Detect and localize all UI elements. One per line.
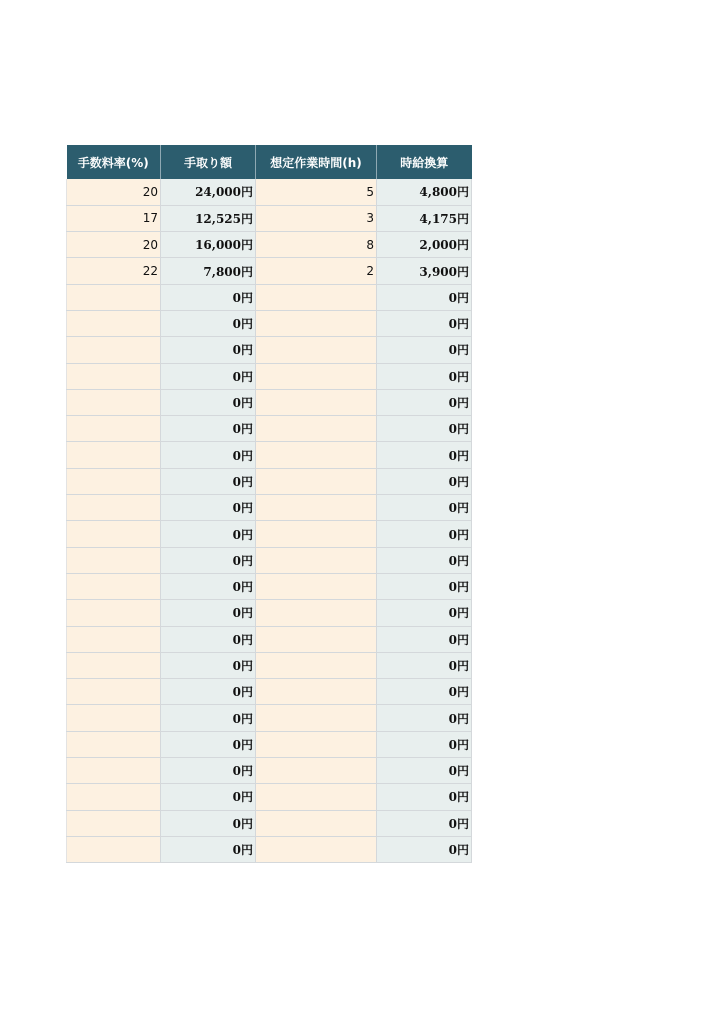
table-row: [67, 810, 472, 836]
take-home-cell[interactable]: 0円: [161, 521, 256, 547]
estimated-hours-cell[interactable]: [256, 521, 377, 547]
hourly-wage-cell[interactable]: 0円: [377, 442, 472, 468]
fee-rate-cell[interactable]: 20: [67, 179, 161, 205]
hourly-wage-cell[interactable]: 0円: [377, 836, 472, 862]
hourly-wage-cell[interactable]: 0円: [377, 679, 472, 705]
estimated-hours-cell[interactable]: [256, 652, 377, 678]
take-home-cell[interactable]: 0円: [161, 784, 256, 810]
hourly-wage-cell[interactable]: 2,000円: [377, 232, 472, 258]
fee-rate-cell[interactable]: [67, 389, 161, 415]
fee-rate-cell[interactable]: [67, 442, 161, 468]
estimated-hours-cell[interactable]: 2: [256, 258, 377, 284]
table-row: [67, 179, 472, 205]
fee-rate-cell[interactable]: [67, 784, 161, 810]
fee-rate-cell[interactable]: [67, 310, 161, 336]
table-row: [67, 310, 472, 336]
fee-rate-cell[interactable]: [67, 810, 161, 836]
table-row: [67, 679, 472, 705]
fee-rate-cell[interactable]: [67, 600, 161, 626]
hourly-wage-cell[interactable]: 0円: [377, 495, 472, 521]
hourly-wage-cell[interactable]: 0円: [377, 284, 472, 310]
estimated-hours-cell[interactable]: [256, 389, 377, 415]
fee-rate-cell[interactable]: [67, 416, 161, 442]
take-home-cell[interactable]: 0円: [161, 758, 256, 784]
estimated-hours-cell[interactable]: [256, 310, 377, 336]
fee-rate-cell[interactable]: [67, 652, 161, 678]
hourly-wage-cell[interactable]: 0円: [377, 337, 472, 363]
estimated-hours-cell[interactable]: [256, 679, 377, 705]
table-row: [67, 205, 472, 231]
hourly-wage-cell[interactable]: 0円: [377, 784, 472, 810]
estimated-hours-cell[interactable]: [256, 547, 377, 573]
hourly-wage-cell[interactable]: 3,900円: [377, 258, 472, 284]
fee-rate-cell[interactable]: 17: [67, 205, 161, 231]
table-body: [67, 179, 472, 863]
take-home-cell[interactable]: 0円: [161, 626, 256, 652]
take-home-cell[interactable]: 0円: [161, 337, 256, 363]
take-home-cell[interactable]: 0円: [161, 495, 256, 521]
table-row: [67, 547, 472, 573]
fee-rate-cell[interactable]: [67, 468, 161, 494]
hourly-wage-cell[interactable]: 0円: [377, 389, 472, 415]
hourly-wage-cell[interactable]: 0円: [377, 810, 472, 836]
header-take-home: 手取り額: [161, 145, 256, 179]
fee-rate-cell[interactable]: [67, 573, 161, 599]
fee-rate-cell[interactable]: 20: [67, 232, 161, 258]
table-row: [67, 705, 472, 731]
header-hourly-wage: 時給換算: [377, 145, 472, 179]
fee-rate-cell[interactable]: [67, 337, 161, 363]
take-home-cell[interactable]: 0円: [161, 310, 256, 336]
table-row: [67, 258, 472, 284]
fee-rate-cell[interactable]: [67, 679, 161, 705]
take-home-cell[interactable]: 0円: [161, 547, 256, 573]
hourly-wage-cell[interactable]: 0円: [377, 626, 472, 652]
take-home-cell[interactable]: 24,000円: [161, 179, 256, 205]
take-home-cell[interactable]: 0円: [161, 284, 256, 310]
fee-rate-cell[interactable]: [67, 495, 161, 521]
take-home-cell[interactable]: 0円: [161, 731, 256, 757]
table-row: [67, 442, 472, 468]
take-home-cell[interactable]: 0円: [161, 363, 256, 389]
hourly-wage-cell[interactable]: 4,800円: [377, 179, 472, 205]
take-home-cell[interactable]: 12,525円: [161, 205, 256, 231]
hourly-wage-cell[interactable]: 0円: [377, 731, 472, 757]
hourly-wage-cell[interactable]: 0円: [377, 652, 472, 678]
fee-rate-cell[interactable]: 22: [67, 258, 161, 284]
hourly-wage-cell[interactable]: 4,175円: [377, 205, 472, 231]
estimated-hours-cell[interactable]: 8: [256, 232, 377, 258]
hourly-wage-cell[interactable]: 0円: [377, 573, 472, 599]
estimated-hours-cell[interactable]: [256, 573, 377, 599]
table-row: [67, 600, 472, 626]
estimated-hours-cell[interactable]: [256, 810, 377, 836]
fee-rate-cell[interactable]: [67, 836, 161, 862]
estimated-hours-cell[interactable]: 3: [256, 205, 377, 231]
header-estimated-hours: 想定作業時間(h): [256, 145, 377, 179]
table-row: [67, 521, 472, 547]
fee-rate-cell[interactable]: [67, 284, 161, 310]
estimated-hours-cell[interactable]: [256, 284, 377, 310]
take-home-cell[interactable]: 0円: [161, 573, 256, 599]
hourly-wage-cell[interactable]: 0円: [377, 416, 472, 442]
table-row: [67, 232, 472, 258]
take-home-cell[interactable]: 0円: [161, 810, 256, 836]
estimated-hours-cell[interactable]: [256, 363, 377, 389]
table-row: [67, 784, 472, 810]
estimated-hours-cell[interactable]: [256, 337, 377, 363]
table-row: [67, 573, 472, 599]
take-home-cell[interactable]: 0円: [161, 705, 256, 731]
table-row: [67, 389, 472, 415]
take-home-cell[interactable]: 0円: [161, 679, 256, 705]
estimated-hours-cell[interactable]: [256, 784, 377, 810]
estimated-hours-cell[interactable]: [256, 442, 377, 468]
fee-rate-cell[interactable]: [67, 547, 161, 573]
hourly-wage-cell[interactable]: 0円: [377, 468, 472, 494]
take-home-cell[interactable]: 0円: [161, 416, 256, 442]
header-row: [67, 145, 472, 179]
estimated-hours-cell[interactable]: [256, 758, 377, 784]
estimated-hours-cell[interactable]: [256, 731, 377, 757]
hourly-wage-cell[interactable]: 0円: [377, 363, 472, 389]
hourly-wage-cell[interactable]: 0円: [377, 547, 472, 573]
header-fee-rate: 手数料率(%): [67, 145, 161, 179]
estimated-hours-cell[interactable]: [256, 416, 377, 442]
fee-rate-cell[interactable]: [67, 626, 161, 652]
hourly-wage-cell[interactable]: 0円: [377, 600, 472, 626]
take-home-cell[interactable]: 0円: [161, 600, 256, 626]
table-row: [67, 731, 472, 757]
table-row: [67, 495, 472, 521]
estimated-hours-cell[interactable]: 5: [256, 179, 377, 205]
hourly-wage-cell[interactable]: 0円: [377, 521, 472, 547]
table-row: [67, 416, 472, 442]
fee-rate-cell[interactable]: [67, 705, 161, 731]
fee-calculation-table: [66, 145, 472, 863]
estimated-hours-cell[interactable]: [256, 495, 377, 521]
take-home-cell[interactable]: 0円: [161, 468, 256, 494]
table-row: [67, 626, 472, 652]
table-row: [67, 363, 472, 389]
fee-rate-cell[interactable]: [67, 731, 161, 757]
table-row: [67, 836, 472, 862]
hourly-wage-cell[interactable]: 0円: [377, 758, 472, 784]
take-home-cell[interactable]: 0円: [161, 389, 256, 415]
fee-rate-cell[interactable]: [67, 758, 161, 784]
hourly-wage-cell[interactable]: 0円: [377, 705, 472, 731]
take-home-cell[interactable]: 7,800円: [161, 258, 256, 284]
fee-rate-cell[interactable]: [67, 363, 161, 389]
take-home-cell[interactable]: 0円: [161, 652, 256, 678]
take-home-cell[interactable]: 16,000円: [161, 232, 256, 258]
table-row: [67, 284, 472, 310]
estimated-hours-cell[interactable]: [256, 626, 377, 652]
take-home-cell[interactable]: 0円: [161, 836, 256, 862]
fee-rate-cell[interactable]: [67, 521, 161, 547]
estimated-hours-cell[interactable]: [256, 705, 377, 731]
table-row: [67, 337, 472, 363]
table-row: [67, 652, 472, 678]
table-row: [67, 468, 472, 494]
estimated-hours-cell[interactable]: [256, 600, 377, 626]
hourly-wage-cell[interactable]: 0円: [377, 310, 472, 336]
estimated-hours-cell[interactable]: [256, 468, 377, 494]
table-row: [67, 758, 472, 784]
take-home-cell[interactable]: 0円: [161, 442, 256, 468]
estimated-hours-cell[interactable]: [256, 836, 377, 862]
